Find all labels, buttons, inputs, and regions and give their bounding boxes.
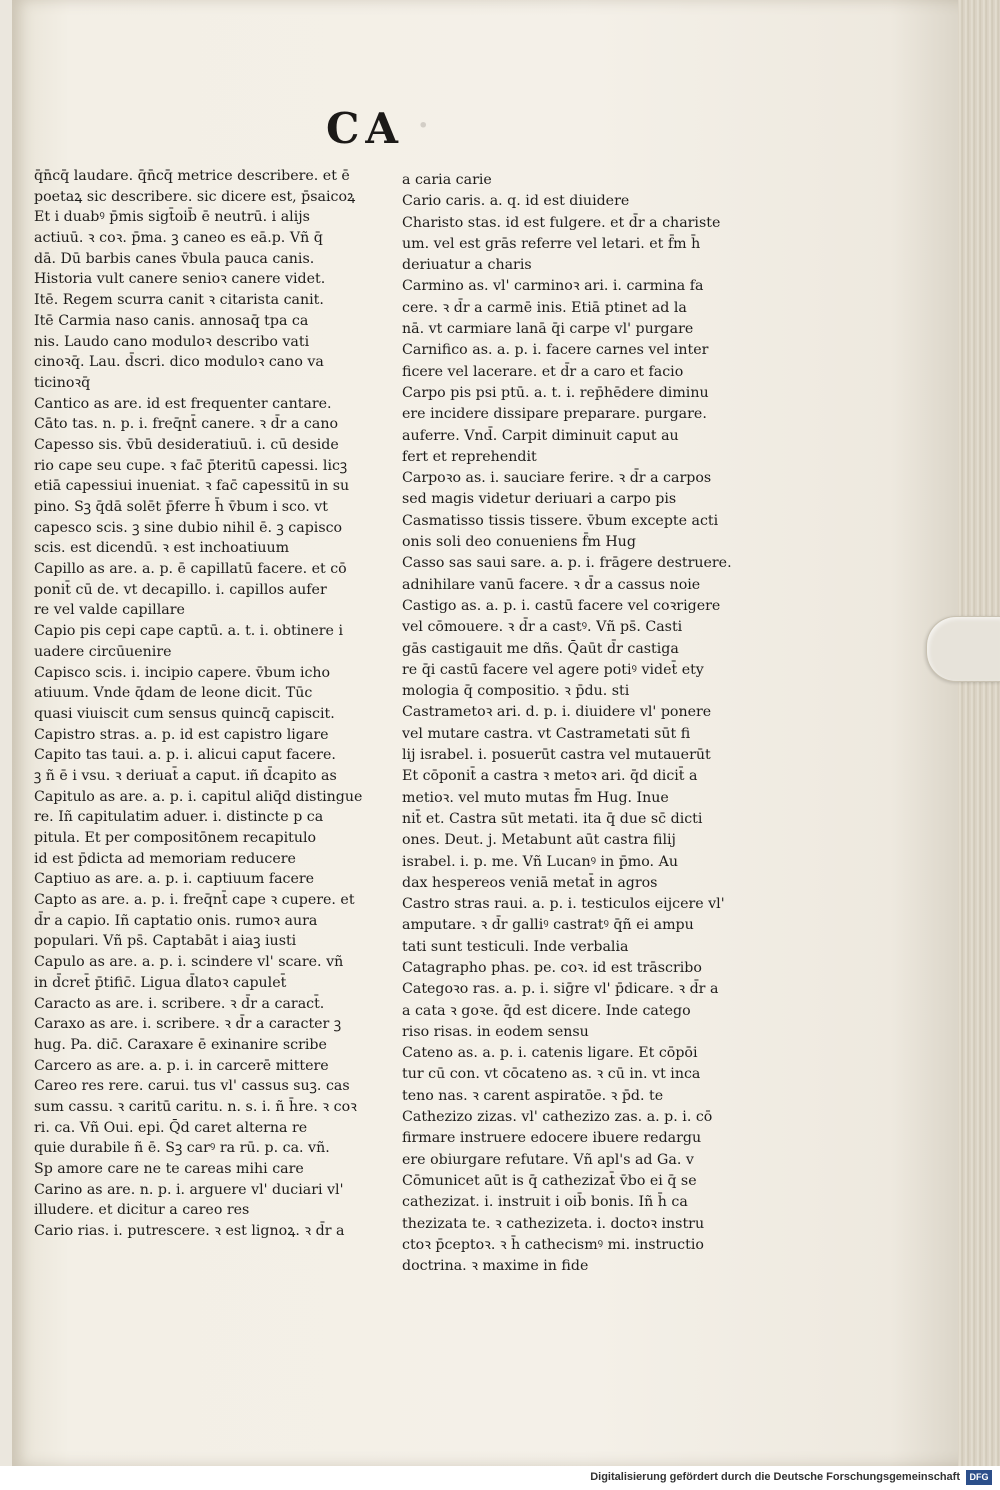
text-line: teno nas. ꝛ carent aspiratōe. ꝛ p̄d. te [402,1087,664,1104]
text-line: ticinoꝛq̄ [34,374,91,391]
text-line: d̄r a capio. Iñ captatio onis. rumoꝛ aura [34,912,318,929]
text-line: a caria carie [402,172,492,188]
text-line: firmare instruere edocere ibuere redargu [402,1130,702,1147]
text-line: vel mutare castra. vt Castrametati sūt fi [402,725,691,742]
text-line: doctrina. ꝛ maxime in fide [402,1258,589,1275]
text-line: rio cape seu cupe. ꝛ fac̄ p̄teritū capessi. licꝫ [34,457,348,474]
text-line: Carmino as. vl' carminoꝛ ari. i. carmina fa [402,278,704,295]
text-line: Carino as are. n. p. i. arguere vl' duciari vl' [34,1181,344,1198]
text-line: auferre. Vnd̄. Carpit diminuit caput au [402,427,679,444]
text-line: re. Iñ capitulatim aduer. i. distincte p ca [34,809,324,826]
text-line: illudere. et dicitur a careo res [34,1202,250,1219]
text-line: cathezizat. i. instruit i oib̄ bonis. Iñ h̄ ca [402,1194,688,1211]
text-line: Cario caris. a. q. id est diuidere [402,193,630,210]
text-line: nis. Laudo cano moduloꝛ describo vati [34,333,310,350]
text-line: gās castigauit me dñs. Q̄aūt d̄r castiga [402,640,679,657]
text-line: Cathezizo zizas. vl' cathezizo zas. a. p. i. cō [402,1109,713,1126]
text-line: sum cassu. ꝛ caritū caritu. n. s. i. ñ h̄re. ꝛ coꝛ [34,1098,357,1115]
text-line: quie durabile ñ ē. Sꝫ carꝰ ra rū. p. ca. vñ. [34,1140,330,1157]
text-line: Carpo pis psi ptū. a. t. i. rep̄hēdere diminu [402,384,709,401]
text-line: adnihilare vanū facere. ꝛ d̄r a cassus noie [402,576,701,593]
text-line: Itē Carmia naso canis. annosaq̄ tpa ca [34,312,309,329]
text-line: in d̄cret̄ p̄tific̄. Ligua d̄latoꝛ capulet̄ [34,974,287,991]
text-line: Cantico as are. id est frequenter cantare. [34,395,332,412]
text-line: Casmatisso tissis tissere. v̄bum excepte acti [402,512,719,529]
text-line: Caraxo as are. i. scribere. ꝛ d̄r a caracter ꝫ [34,1016,342,1033]
text-line: q̄n̄cq̄ laudare. q̄n̄cq̄ metrice describere. et ē [34,168,350,184]
text-line: fert et reprehendit [402,448,537,465]
text-line: re q̄i castū facere vel agere potiꝰ videt̄ ety [402,661,704,678]
text-line: ere obiurgare refutare. Vñ apl's ad Ga. v [402,1151,694,1168]
text-line: Captiuo as are. a. p. i. captiuum facere [34,871,315,888]
text-line: ones. Deut. j. Metabunt aūt castra filij [402,832,676,849]
text-line: riso risas. in eodem sensu [402,1023,589,1040]
dfg-logo: DFG [966,1470,992,1485]
text-line: Carpoꝛo as. i. sauciare ferire. ꝛ d̄r a carpos [402,470,712,487]
text-line: Castrametoꝛ ari. d. p. i. diuidere vl' ponere [402,704,712,721]
text-line: scis. est dicendū. ꝛ est inchoatiuum [34,540,290,557]
text-line: thezizata te. ꝛ cathezizeta. i. doctoꝛ instru [402,1215,705,1232]
text-line: Cāto tas. n. p. i. freq̄nt̄ canere. ꝛ d̄r a cano [34,416,338,433]
page-fore-edge [958,0,1000,1466]
text-line: cinoꝛq̄. Lau. d̄scri. dico moduloꝛ cano va [34,354,324,371]
text-line: Capto as are. a. p. i. freq̄nt̄ cape ꝛ cupere. et [34,892,355,909]
text-line: ficere vel lacerare. et d̄r a caro et facio [402,363,684,380]
text-line: Castro stras raui. a. p. i. testiculos eijcere vl' [402,896,725,913]
text-line: Itē. Regem scurra canit ꝛ citarista canit. [34,292,324,309]
text-line: Historia vult canere senioꝛ canere videt. [34,271,326,288]
text-line: Capisco scis. i. incipio capere. v̄bum icho [34,664,331,681]
text-line: onis soli deo conueniens f̄m Hug [402,534,636,551]
text-line: atiuum. Vnde q̄dam de leone dicit. Tūc [34,685,313,702]
text-line: Sp amore care ne te careas mihi care [34,1161,304,1177]
text-line: capesco scis. ꝫ sine dubio nihil ē. ꝫ capisco [34,519,343,536]
text-line: actiuū. ꝛ coꝛ. p̄ma. ꝫ caneo es eā.p. Vñ q̄ [34,230,323,247]
text-line: Castigo as. a. p. i. castū facere vel coꝛrigere [402,597,721,614]
text-line: Careo res rere. carui. tus vl' cassus suꝫ. cas [34,1078,350,1095]
text-line: Charisto stas. id est fulgere. et d̄r a chariste [402,214,721,231]
text-line: re vel valde capillare [34,602,185,619]
text-line: amputare. ꝛ d̄r galliꝰ castratꝰ q̄ñ ei ampu [402,917,694,934]
text-line: ꝫ ñ ē i vsu. ꝛ deriuat̄ a caput. iñ d̄capito as [34,767,337,784]
text-line: Capio pis cepi cape captū. a. t. i. obtinere i [34,623,343,640]
text-line: poetaꝝ sic describere. sic dicere est, p̄saicoꝝ [34,188,356,205]
text-line: Caracto as are. i. scribere. ꝛ d̄r a caract̄. [34,995,325,1012]
text-line: Capesso sis. v̄bū desideratiuū. i. cū deside [34,436,339,453]
text-line: Capillo as are. a. p. ē capillatū facere. et cō [34,561,347,578]
funding-credit: Digitalisierung gefördert durch die Deutsche Forschungsgemeinschaft [590,1471,960,1483]
text-line: quasi viuiscit cum sensus quincq̄ capiscit. [34,705,335,722]
text-line: Casso sas saui sare. a. p. i. frāgere destruere. [402,555,732,572]
text-line: mologia q̄ compositio. ꝛ p̄du. sti [402,683,630,700]
text-line: Cario rias. i. putrescere. ꝛ est lignoꝝ. ꝛ d̄r a [34,1223,345,1240]
text-line: pitula. Et per compositōnem recapitulo [34,830,317,846]
page-clip [926,616,1000,682]
text-line: nit̄ et. Castra sūt metati. ita q̄ due sc̄ dicti [402,810,703,827]
text-line: cere. ꝛ d̄r a carmē inis. Etiā ptinet ad la [402,299,687,316]
text-line: ri. ca. Vñ Oui. epi. Q̄d caret alterna re [34,1119,308,1136]
text-line: populari. Vñ ps̄. Captabāt i aiaꝫ iusti [34,933,297,950]
text-line: um. vel est grās referre vel letari. et f̄m h̄ [402,235,701,252]
text-line: ctoꝛ p̄ceptoꝛ. ꝛ h̄ cathecismꝰ mi. instructio [402,1236,704,1253]
text-line: Capistro stras. a. p. id est capistro ligare [34,726,329,743]
text-line: ponit̄ cū de. vt decapillo. i. capillos aufer [34,581,327,598]
text-line: Cōmunicet aūt is q̄ cathezizat̄ v̄bo ei q̄ se [402,1172,697,1189]
running-headword: CA [326,104,405,153]
text-line: Et cōponit̄ a castra ꝛ metoꝛ ari. q̄d dicit̄ a [402,768,698,785]
text-line: uadere circūuenire [34,643,172,660]
text-line: dā. Dū barbis canes v̄bula pauca canis. [34,250,315,267]
text-line: Carnifico as. a. p. i. facere carnes vel inter [402,342,709,359]
text-line: deriuatur a charis [402,257,532,274]
right-text-column [402,170,752,1277]
text-line: Et i duabꝰ p̄mis sigt̄oib̄ ē neutrū. i alijs [34,209,310,226]
footer-bar [0,1466,1000,1490]
text-line: vel cōmouere. ꝛ d̄r a castꝰ. Vñ ps̄. Casti [402,619,683,636]
text-line: sed magis videtur deriuari a carpo pis [402,491,677,508]
left-text-column [34,166,390,1242]
text-line: nā. vt carmiare lanā q̄i carpe vl' purgare [402,321,694,338]
text-line: metioꝛ. vel muto mutas f̄m Hug. Inue [402,789,669,806]
text-line: Capitulo as are. a. p. i. capitul aliq̄d distingue [34,788,363,805]
text-line: Categoꝛo ras. a. p. i. siḡre vl' p̄dicare. ꝛ d̄r a [402,981,719,998]
headword-showthrough: · [418,108,429,143]
text-line: israbel. i. p. me. Vñ Lucanꝰ in p̄mo. Au [402,853,678,870]
text-line: Capulo as are. a. p. i. scindere vl' scare. vñ [34,954,344,971]
text-line: Cateno as. a. p. i. catenis ligare. Et cōpōi [402,1045,698,1062]
text-line: Carcero as are. a. p. i. in carcerē mittere [34,1057,329,1074]
text-line: etiā capessiui inueniat. ꝛ fac̄ capessitū in su [34,478,350,495]
text-line: tur cū con. vt cōcateno as. ꝛ cū in. vt inca [402,1066,701,1083]
text-line: Catagrapho phas. pe. coꝛ. id est trāscribo [402,959,702,976]
text-line: dax hespereos veniā metat̄ in agros [402,874,658,891]
text-line: pino. Sꝫ q̄dā solēt p̄ferre h̄ v̄bum i sco. vt [34,499,328,515]
text-line: id est p̄dicta ad memoriam reducere [34,850,296,867]
text-line: tati sunt testiculi. Inde verbalia [402,938,629,955]
text-line: ere incidere dissipare preparare. purgare. [402,406,707,423]
text-line: lij israbel. i. posuerūt castra vel mutauerūt [402,747,711,764]
text-line: hug. Pa. dic̄. Caraxare ē exinanire scribe [34,1036,327,1053]
text-line: a cata ꝛ goꝛe. q̄d est dicere. Inde catego [402,1002,691,1019]
text-line: Capito tas taui. a. p. i. alicui caput facere. [34,747,336,764]
